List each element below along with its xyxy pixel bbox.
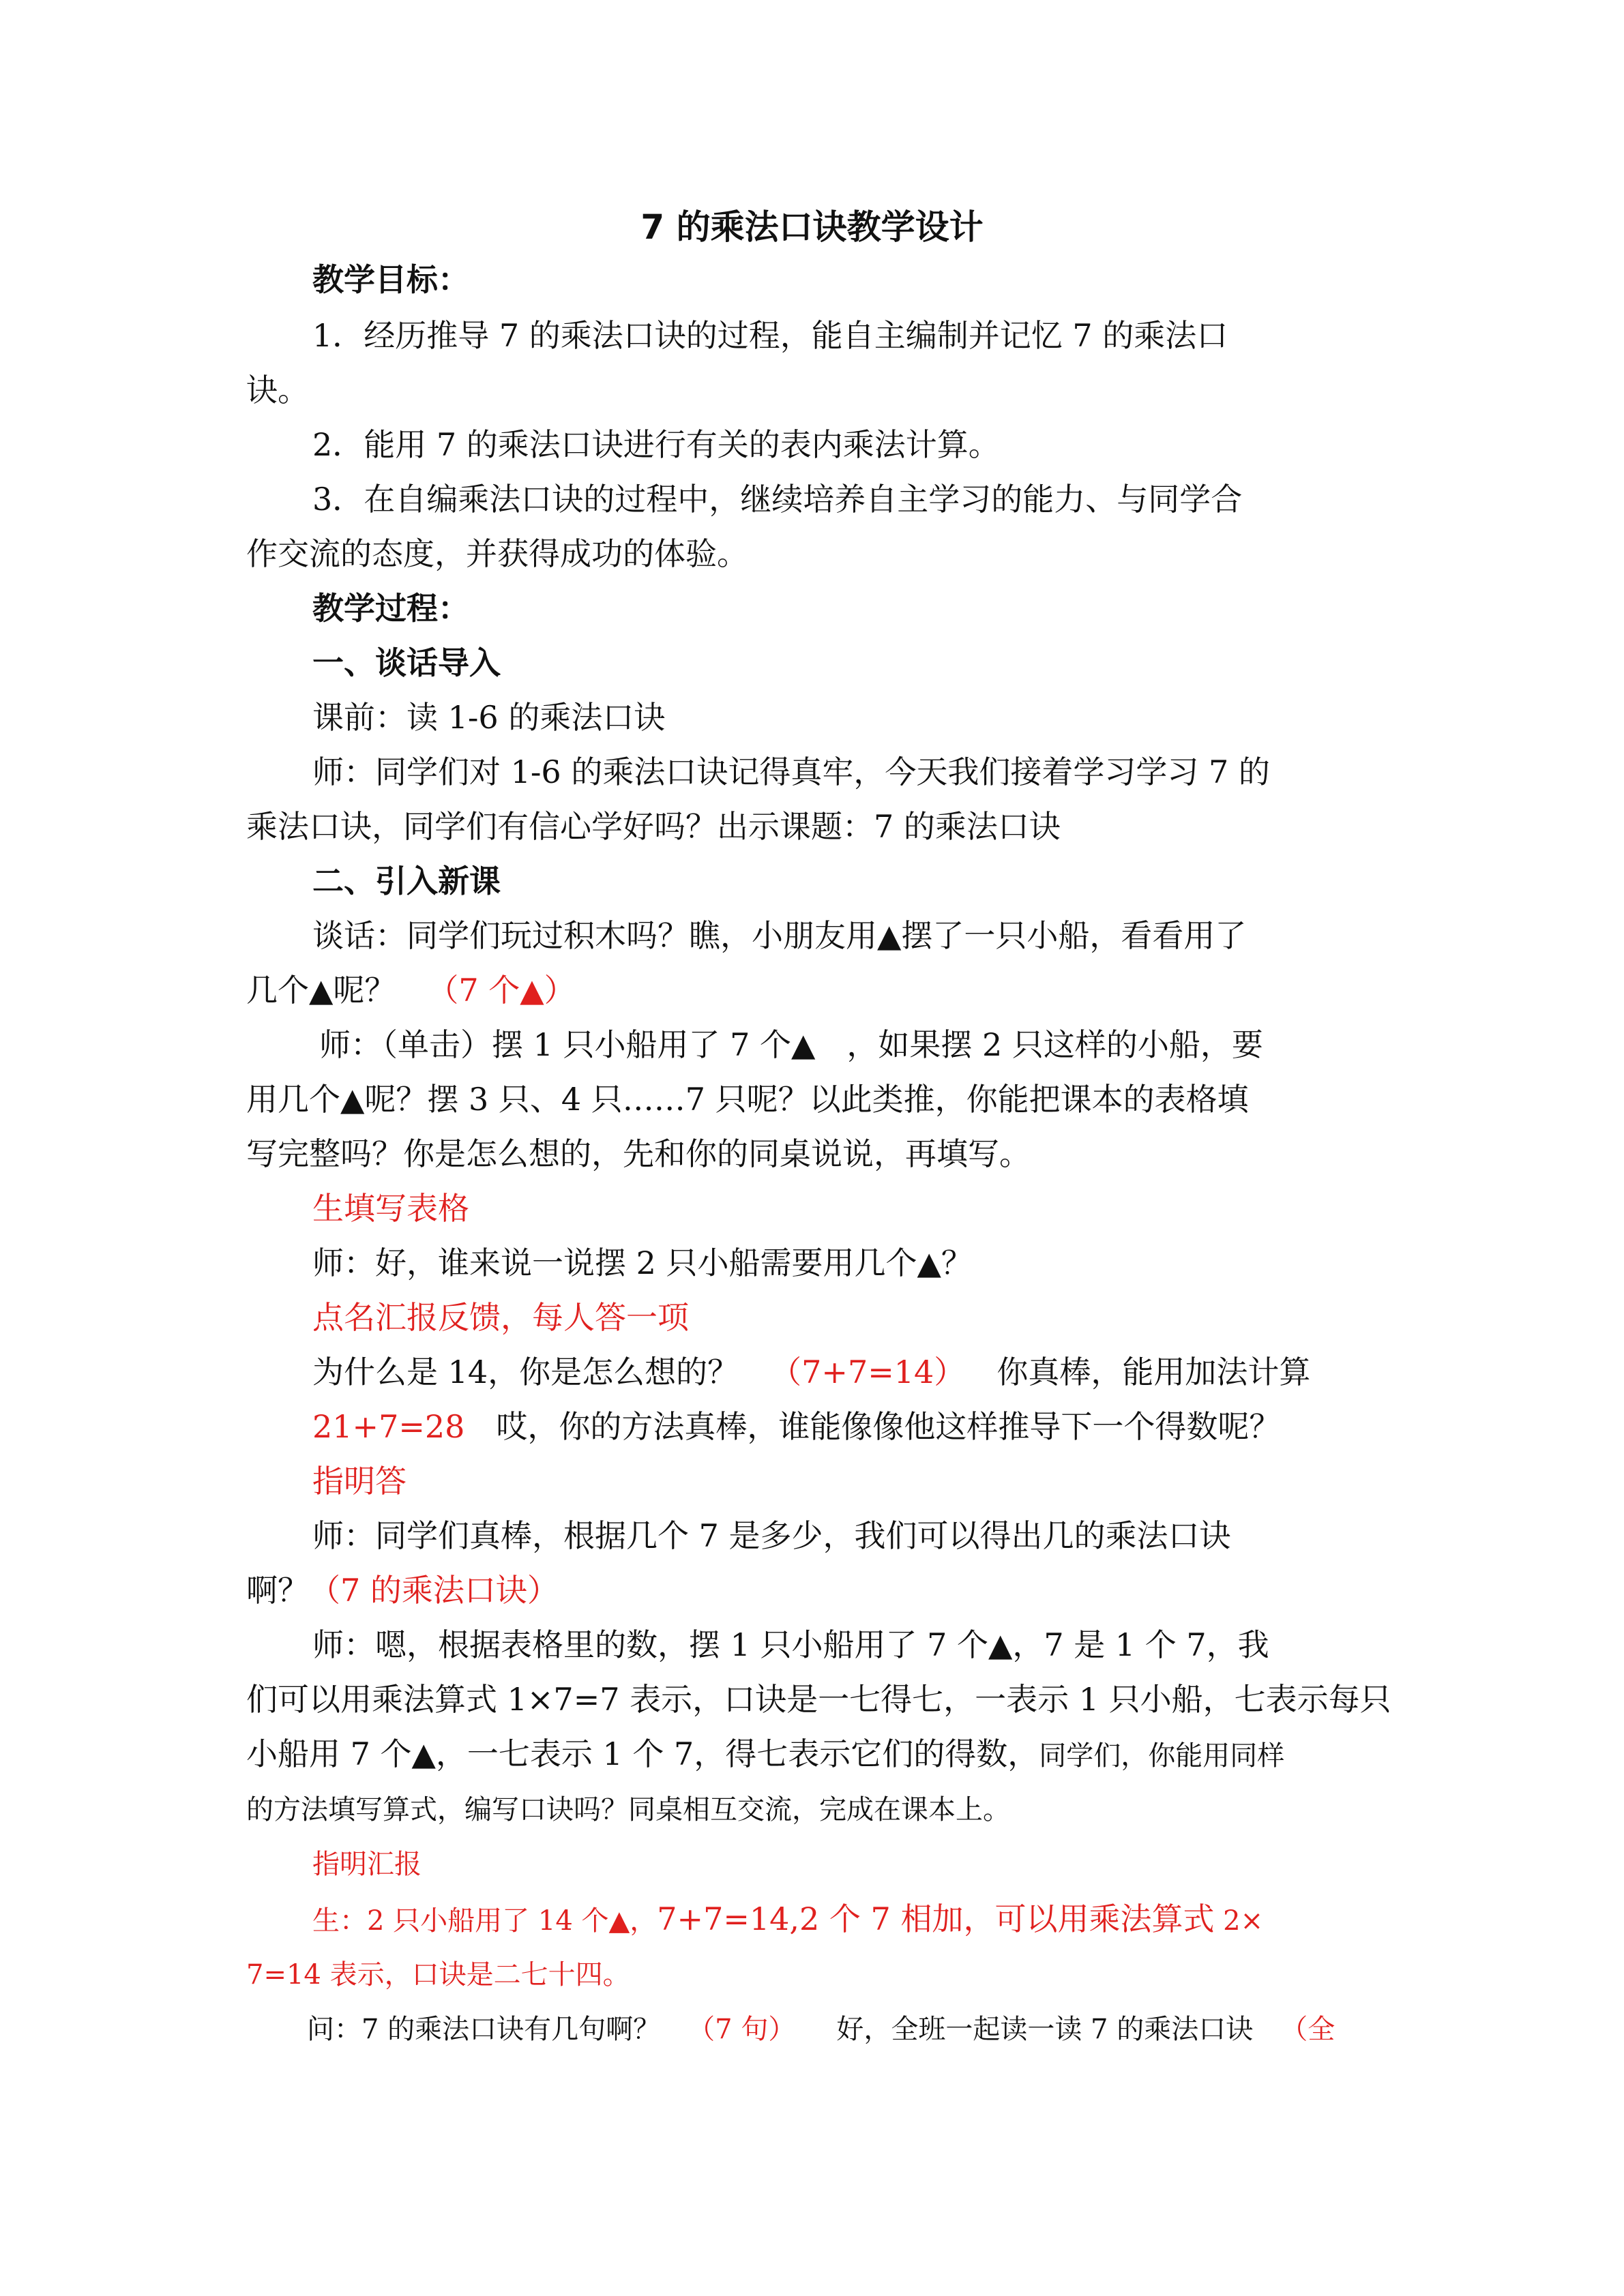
derive-question: 啊？	[246, 1572, 309, 1609]
feedback-note: 点名汇报反馈，每人答一项	[312, 1299, 689, 1336]
process-heading: 教学过程：	[312, 590, 469, 627]
report-note: 指明汇报	[312, 1849, 422, 1880]
student-line-1-start: 生：2 只小船用了 14 个▲，	[312, 1905, 658, 1937]
teacher-intro-line-1: 师：同学们对 1-6 的乘法口诀记得真牢，今天我们接着学习学习 7 的	[312, 754, 1270, 790]
goal-item-3-line-1: 3．在自编乘法口诀的过程中，继续培养自主学习的能力、与同学合	[312, 481, 1243, 518]
goal-item-1-line-2: 诀。	[246, 372, 309, 408]
talk-question: 几个▲呢？	[246, 972, 396, 1009]
talk-line-2	[246, 970, 576, 1011]
talk-line-1: 谈话：同学们玩过积木吗？瞧，小朋友用▲摆了一只小船，看看用了	[312, 917, 1247, 954]
question-text: 问：7 的乘法口诀有几句啊？	[307, 2014, 661, 2045]
next-question: 哎，你的方法真棒，谁能像像他这样推导下一个得数呢？	[496, 1408, 1281, 1445]
ask-two-boats: 师：好，谁来说一说摆 2 只小船需要用几个▲？	[312, 1244, 973, 1281]
teacher-intro-line-2: 乘法口诀，同学们有信心学好吗？出示课题：7 的乘法口诀	[246, 808, 1061, 845]
explain-line-3	[246, 1733, 1284, 1776]
question-tail: （全	[1280, 2014, 1335, 2045]
why-line	[312, 1352, 1310, 1392]
explain-line-3-tail: 同学们，你能用同样	[1039, 1740, 1285, 1772]
section-2-heading: 二、引入新课	[312, 863, 501, 899]
why-praise: 你真棒，能用加法计算	[996, 1354, 1311, 1390]
student-line-1-mid: 7+7=14,2 个 7 相加，可以用乘法算式	[657, 1900, 1215, 1937]
student-line-2: 7=14 表示，口诀是二七十四。	[246, 1959, 630, 1991]
derive-line-2	[246, 1570, 559, 1611]
goal-item-3-line-2: 作交流的态度，并获得成功的体验。	[246, 535, 748, 572]
question-answer: （7 句）	[688, 2014, 796, 2045]
next-line	[312, 1406, 1280, 1447]
goal-item-1-line-1: 1．经历推导 7 的乘法口诀的过程，能自主编制并记忆 7 的乘法口	[312, 317, 1228, 354]
why-question: 为什么是 14，你是怎么想的？	[312, 1354, 739, 1390]
question-followup: 好，全班一起读一读 7 的乘法口诀	[836, 2014, 1254, 2045]
next-calc: 21+7=28	[312, 1408, 465, 1445]
click-line-2: 用几个▲呢？摆 3 只、4 只……7 只呢？以此类推，你能把课本的表格填	[246, 1081, 1249, 1118]
point-answer-note: 指明答	[312, 1463, 407, 1500]
derive-answer: （7 的乘法口诀）	[309, 1572, 559, 1609]
fill-table-note: 生填写表格	[312, 1190, 469, 1227]
click-line-1: 师：（单击）摆 1 只小船用了 7 个▲ ，如果摆 2 只这样的小船，要	[319, 1026, 1263, 1063]
explain-line-1: 师：嗯，根据表格里的数，摆 1 只小船用了 7 个▲，7 是 1 个 7，我	[312, 1626, 1269, 1663]
derive-line-1: 师：同学们真棒，根据几个 7 是多少，我们可以得出几的乘法口诀	[312, 1517, 1231, 1554]
section-1-heading: 一、谈话导入	[312, 644, 501, 681]
question-line	[307, 2009, 1335, 2050]
goals-heading: 教学目标：	[312, 261, 469, 298]
document-title: 7 的乘法口诀教学设计	[640, 207, 984, 247]
talk-answer: （7 个▲）	[427, 972, 576, 1009]
explain-line-2: 们可以用乘法算式 1×7=7 表示，口诀是一七得七，一表示 1 只小船，七表示每只	[246, 1681, 1391, 1718]
explain-line-3-main: 小船用 7 个▲，一七表示 1 个 7，得七表示它们的得数，	[246, 1735, 1039, 1772]
pre-class-note: 课前：读 1-6 的乘法口诀	[312, 699, 666, 736]
student-line-1-end: 2×	[1214, 1905, 1264, 1937]
goal-item-2: 2．能用 7 的乘法口诀进行有关的表内乘法计算。	[312, 426, 1000, 463]
student-line-1	[312, 1898, 1263, 1941]
why-answer: （7+7=14）	[770, 1354, 966, 1390]
click-line-3: 写完整吗？你是怎么想的，先和你的同桌说说，再填写。	[246, 1135, 1031, 1172]
explain-line-4: 的方法填写算式，编写口诀吗？同桌相互交流，完成在课本上。	[246, 1794, 1010, 1825]
